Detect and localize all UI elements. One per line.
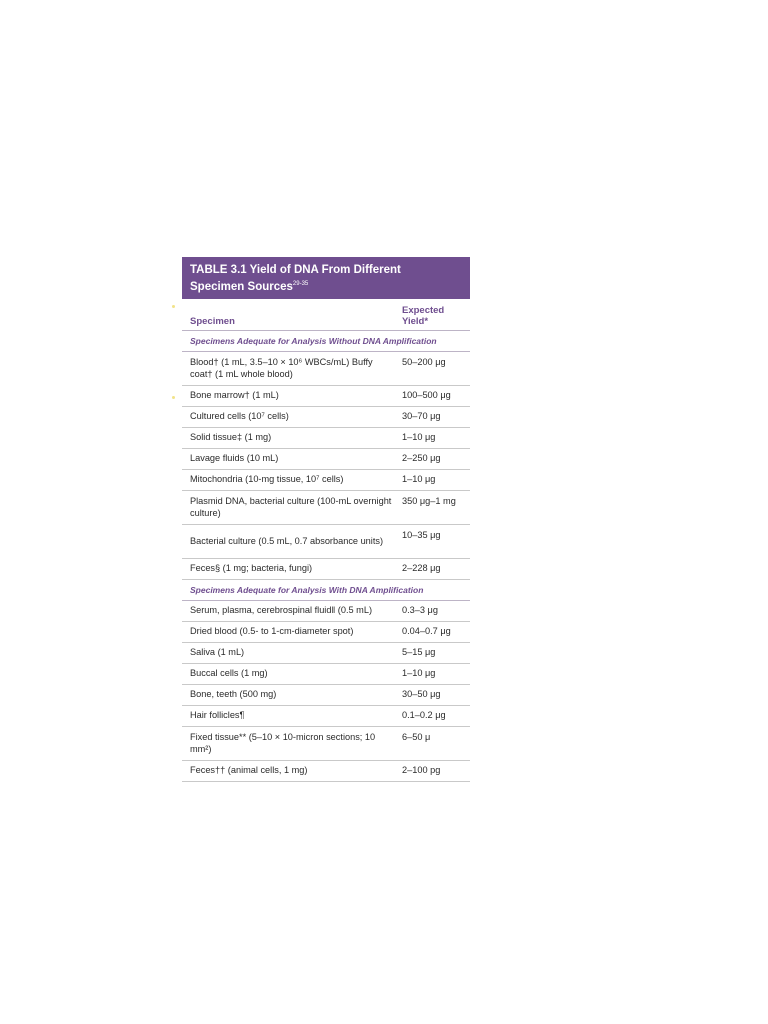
table-row: Mitochondria (10-mg tissue, 10⁷ cells) 1–10 μg — [182, 470, 470, 491]
section-header-without-amplification: Specimens Adequate for Analysis Without DNA Amplification — [182, 331, 470, 352]
column-header-specimen: Specimen — [190, 316, 235, 327]
section-header-with-amplification: Specimens Adequate for Analysis With DNA Amplification — [182, 580, 470, 601]
dna-yield-table — [182, 257, 470, 782]
table-row: Solid tissue‡ (1 mg) 1–10 μg — [182, 428, 470, 449]
table-title-line1: TABLE 3.1 Yield of DNA From Different — [190, 264, 401, 276]
table-row: Cultured cells (10⁷ cells) 30–70 μg — [182, 407, 470, 428]
speck-mark — [172, 305, 175, 308]
table-row: Lavage fluids (10 mL) 2–250 μg — [182, 449, 470, 470]
table-row: Serum, plasma, cerebrospinal fluid‖ (0.5 mL) 0.3–3 μg — [182, 601, 470, 622]
table-row: Dried blood (0.5- to 1-cm-diameter spot) 0.04–0.7 μg — [182, 622, 470, 643]
table-row: Plasmid DNA, bacterial culture (100-mL overnight culture) 350 μg–1 mg — [182, 491, 470, 525]
table-row: Bacterial culture (0.5 mL, 0.7 absorbance units) 10–35 μg — [182, 525, 470, 559]
column-header-yield: Expected Yield* — [402, 305, 445, 327]
table-row: Hair follicles¶ 0.1–0.2 μg — [182, 706, 470, 727]
table-row: Bone marrow† (1 mL) 100–500 μg — [182, 386, 470, 407]
table-row: Bone, teeth (500 mg) 30–50 μg — [182, 685, 470, 706]
table-title — [182, 257, 470, 299]
table-row: Feces§ (1 mg; bacteria, fungi) 2–228 μg — [182, 559, 470, 580]
table-row: Feces†† (animal cells, 1 mg) 2–100 pg — [182, 761, 470, 782]
table-row: Saliva (1 mL) 5–15 μg — [182, 643, 470, 664]
table-row: Fixed tissue** (5–10 × 10-micron sections; 10 mm²) 6–50 μ — [182, 727, 470, 761]
column-headers — [182, 299, 470, 331]
speck-mark — [172, 396, 175, 399]
table-title-line2: Specimen Sources — [190, 281, 293, 293]
table-row: Buccal cells (1 mg) 1–10 μg — [182, 664, 470, 685]
table-row: Blood† (1 mL, 3.5–10 × 10⁶ WBCs/mL) Buffy coat† (1 mL whole blood) 50–200 μg — [182, 352, 470, 386]
table-title-citation: 29-35 — [292, 281, 309, 287]
